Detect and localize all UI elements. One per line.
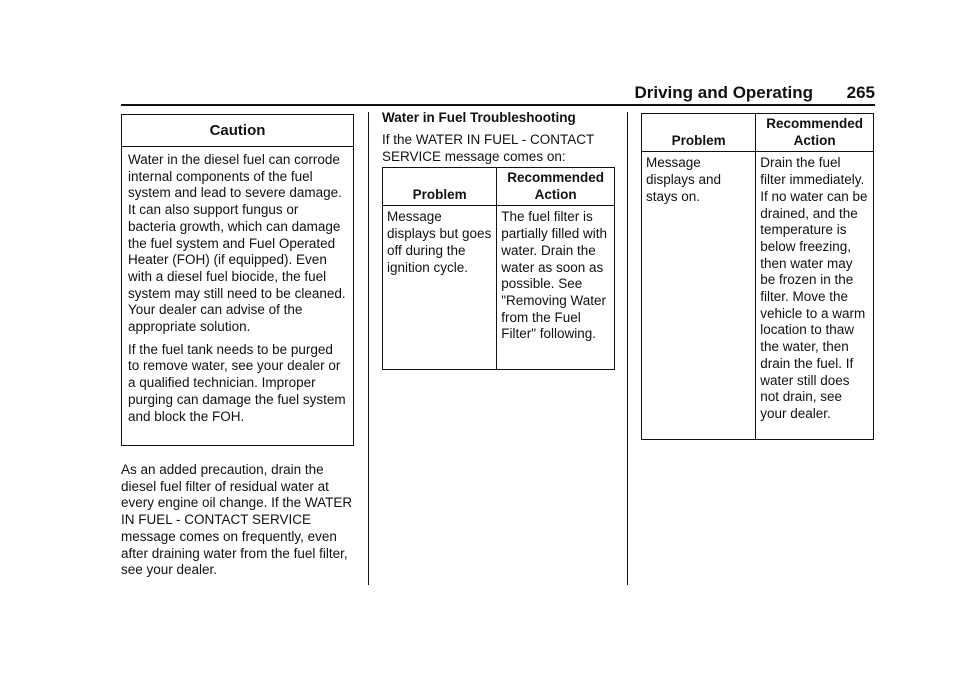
section-title: Driving and Operating (634, 83, 813, 102)
page-number: 265 (846, 83, 875, 102)
column-divider-right (627, 112, 628, 585)
action-text: Drain the fuel filter immediately. (760, 155, 865, 188)
caution-title: Caution (122, 115, 353, 147)
problem-cell: Message displays but goes off during the ignition cycle. (383, 206, 497, 370)
troubleshooting-table-1 (382, 167, 615, 370)
table-row (642, 152, 874, 440)
column-header-action: Recommended Action (756, 114, 874, 152)
action-cell: The fuel filter is partially filled with water. Drain the water as soon as possible. See "Removing Water from the Fuel Filter" following. (497, 206, 615, 370)
caution-box (121, 114, 354, 446)
column-header-problem: Problem (383, 168, 497, 206)
table-row (383, 206, 615, 370)
header-rule (121, 104, 875, 106)
problem-cell: Message displays and stays on. (642, 152, 756, 440)
table-header-row (383, 168, 615, 206)
action-cell (756, 152, 874, 440)
column-divider-left (368, 112, 369, 585)
caution-body (122, 147, 353, 425)
caution-paragraph: If the fuel tank needs to be purged to remove water, see your dealer or a qualified technician. Improper purging can damage the fuel system and block the FOH. (128, 341, 346, 424)
troubleshooting-intro: If the WATER IN FUEL - CONTACT SERVICE message comes on: (382, 132, 595, 164)
column-header-problem: Problem (642, 114, 756, 152)
caution-paragraph: Water in the diesel fuel can corrode internal components of the fuel system and lead to severe damage. It can also support fungus or bacteria growth, which can damage the fuel system and Fuel Operated Heater (FOH) (if equipped). Even with a diesel fuel biocide, the fuel system may still need to be cleaned. Your dealer can advise of the appropriate solution. (128, 152, 346, 335)
troubleshooting-table-2 (641, 113, 874, 440)
action-text-extra: If no water can be drained, and the temperature is below freezing, then water may be frozen in the filter. Move the vehicle to a warm location to thaw the water, then drain the fuel. If water still does not drain, see your dealer. (760, 188, 868, 421)
table-header-row (642, 114, 874, 152)
page-header (121, 83, 875, 103)
precaution-paragraph: As an added precaution, drain the diesel fuel filter of residual water at every engine oil change. If the WATER IN FUEL - CONTACT SERVICE message comes on frequently, even after draining water from the fuel filter, see your dealer. (121, 462, 353, 578)
troubleshooting-heading: Water in Fuel Troubleshooting (382, 110, 576, 125)
column-header-action: Recommended Action (497, 168, 615, 206)
